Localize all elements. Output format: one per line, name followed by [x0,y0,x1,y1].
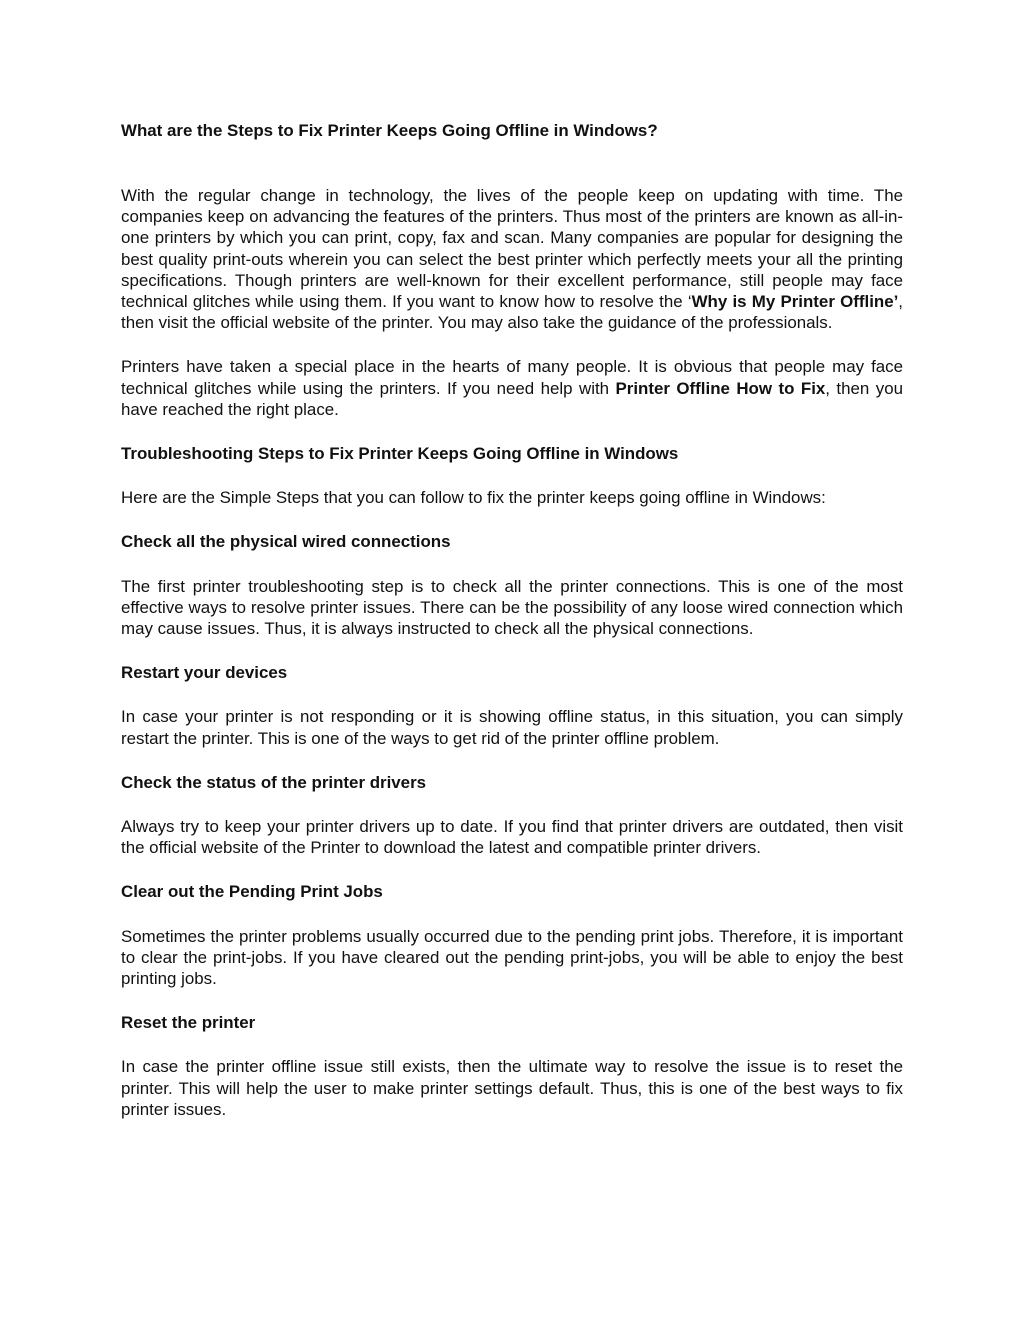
intro-text-part1: With the regular change in technology, the lives of the people keep on updating with time. The companies keep on advancing the features of the printers. Thus most of the printers are known as all-in-one printers by which you can print, copy, fax and scan. Many companies are popular for designing the best quality print-outs wherein you can select the best printer which perfectly meets your all the printing specifications. Though printers are well-known for their excellent performance, still people may face technical glitches while using them. If you want to know how to resolve the ‘ [121,186,903,312]
intro-bold-phrase: Why is My Printer Offline’ [691,292,899,312]
page-title: What are the Steps to Fix Printer Keeps Going Offline in Windows? [121,121,658,140]
para2-bold-phrase: Printer Offline How to Fix [615,378,826,398]
para2-text-part2: , then you have reached the right place. [121,378,903,419]
section-intro: Here are the Simple Steps that you can follow to fix the printer keeps going offline in Windows: [121,488,826,508]
step-heading: Reset the printer [121,1013,256,1033]
step-text: The first printer troubleshooting step is to check all the printer connections. This is one of the most effective ways to resolve printer issues. There can be the possibility of any loose wired connection which may cause issues. Thus, it is always instructed to check all the physical connections. [121,576,903,639]
second-paragraph [121,356,903,420]
step-heading: Restart your devices [121,663,288,683]
para2-text-part1: Printers have taken a special place in the hearts of many people. It is obvious that people may face technical glitches while using the printers. If you need help with [121,357,903,398]
section-heading: Troubleshooting Steps to Fix Printer Keeps Going Offline in Windows [121,444,679,464]
document-page [121,120,903,1120]
step-heading: Clear out the Pending Print Jobs [121,882,383,902]
step-heading: Check the status of the printer drivers [121,772,427,792]
step-text: In case your printer is not responding or it is showing offline status, in this situation, you can simply restart the printer. This is one of the ways to get rid of the printer offline problem. [121,707,903,748]
intro-paragraph [121,185,903,333]
step-heading: Check all the physical wired connections [121,532,451,552]
step-text: Sometimes the printer problems usually occurred due to the pending print jobs. Therefore, it is important to clear the print-jobs. If you have cleared out the pending print-jobs, you will be able to enjoy the best printing jobs. [121,926,903,989]
step-text: Always try to keep your printer drivers up to date. If you find that printer drivers are outdated, then visit the official website of the Printer to download the latest and compatible printer drivers. [121,817,903,858]
step-text: In case the printer offline issue still exists, then the ultimate way to resolve the issue is to reset the printer. This will help the user to make printer settings default. Thus, this is one of the best ways to fix printer issues. [121,1057,903,1119]
intro-text-part2: , then visit the official website of the printer. You may also take the guidance of the professionals. [121,292,903,333]
